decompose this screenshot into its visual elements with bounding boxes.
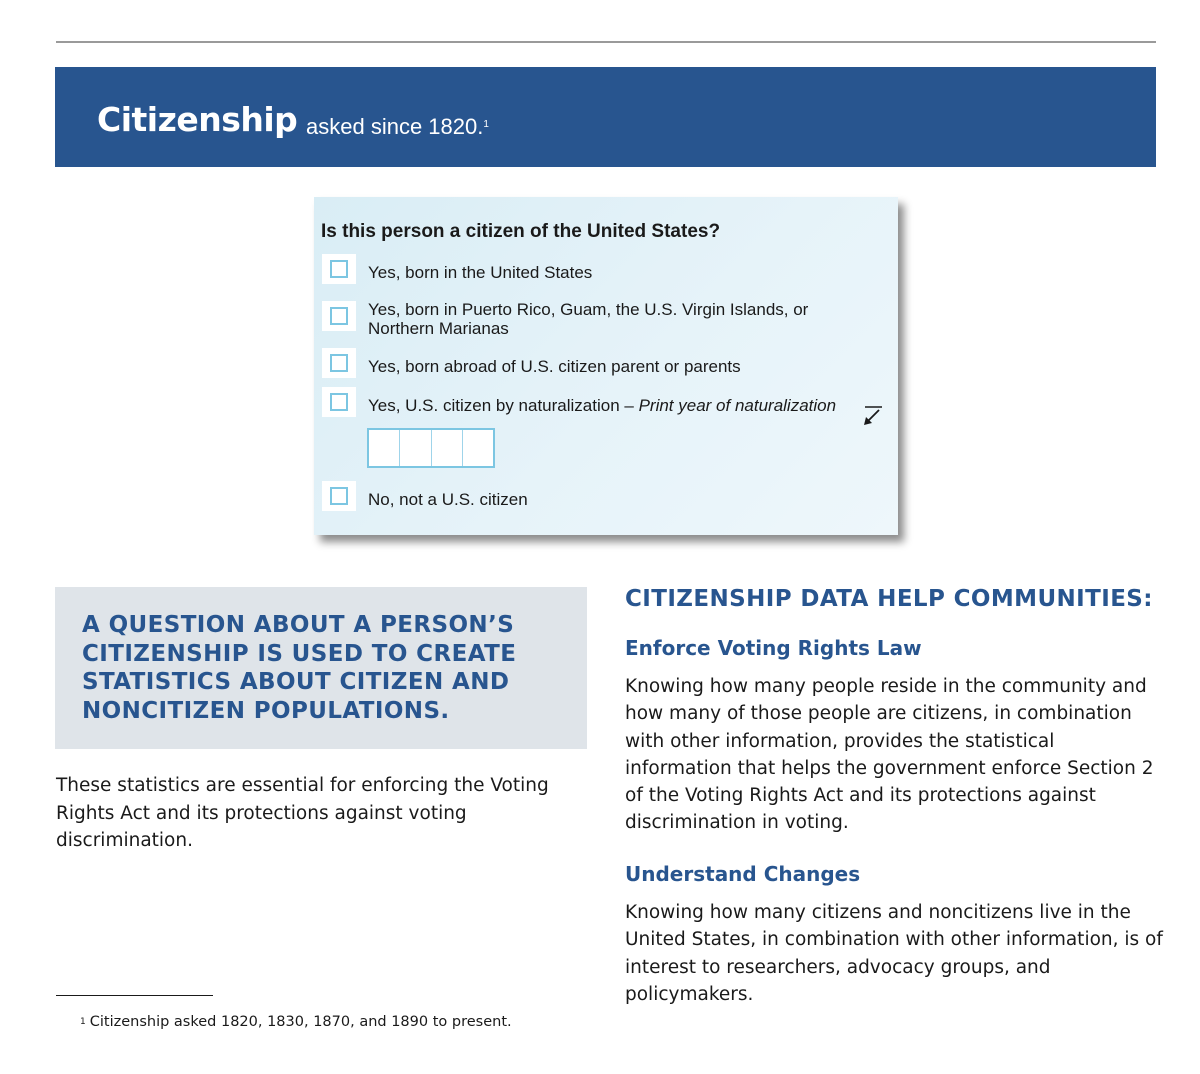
checkbox-wrap — [322, 348, 356, 378]
footnote-text: Citizenship asked 1820, 1830, 1870, and 1890 to present. — [89, 1014, 512, 1030]
footnote-mark: 1 — [80, 1017, 86, 1027]
checkbox-wrap — [322, 254, 356, 284]
checkbox-wrap — [322, 481, 356, 511]
banner-title: Citizenship — [97, 100, 298, 139]
left-body-text: These statistics are essential for enforcing the Voting Rights Act and its protections against voting discrimination. — [56, 775, 549, 851]
body-understand-changes: Knowing how many citizens and noncitizens live in the United States, in combination with other information, is of interest to researchers, advocacy groups, and policymakers. — [625, 902, 1163, 1005]
option-checkbox-not-citizen[interactable] — [330, 487, 348, 505]
subheading-understand-changes: Understand Changes — [625, 862, 861, 886]
option-checkbox-naturalized[interactable] — [330, 393, 348, 411]
right-heading: CITIZENSHIP DATA HELP COMMUNITIES: — [625, 586, 1153, 612]
footnote — [80, 1013, 512, 1031]
banner-subtitle — [306, 114, 489, 140]
question-text: Is this person a citizen of the United States? — [321, 221, 721, 242]
option-checkbox-born-us[interactable] — [330, 260, 348, 278]
option-label — [368, 396, 868, 415]
body-voting-rights: Knowing how many people reside in the community and how many of those people are citizens, in combination with other information, provides the statistical information that helps the government enforce Section 2 of the Voting Rights Act and its protections against discrimination in voting. — [625, 676, 1154, 834]
option-label-instruction: Print year of naturalization — [638, 396, 837, 415]
option-label: Yes, born in the United States — [368, 263, 593, 282]
banner-subtitle-text: asked since 1820. — [306, 114, 484, 139]
year-of-naturalization-input[interactable] — [367, 428, 495, 468]
year-digit-cell[interactable] — [369, 430, 400, 466]
option-checkbox-born-abroad[interactable] — [330, 354, 348, 372]
option-label-text: Yes, U.S. citizen by naturalization – — [368, 396, 639, 415]
arrow-down-left-icon — [862, 404, 884, 426]
subheading-voting-rights: Enforce Voting Rights Law — [625, 636, 922, 660]
option-checkbox-born-territory[interactable] — [330, 307, 348, 325]
questionnaire-card — [314, 197, 898, 535]
year-digit-cell[interactable] — [400, 430, 431, 466]
year-digit-cell[interactable] — [463, 430, 493, 466]
year-digit-cell[interactable] — [432, 430, 463, 466]
top-divider — [56, 41, 1156, 43]
option-label: Yes, born in Puerto Rico, Guam, the U.S. Virgin Islands, or Northern Marianas — [368, 300, 809, 338]
section-banner — [55, 67, 1156, 167]
banner-footnote-ref: 1 — [483, 119, 489, 130]
callout-box — [55, 587, 587, 749]
footnote-divider — [56, 995, 213, 996]
checkbox-wrap — [322, 387, 356, 417]
option-label: No, not a U.S. citizen — [368, 490, 528, 509]
option-label: Yes, born abroad of U.S. citizen parent or parents — [368, 357, 741, 376]
checkbox-wrap — [322, 301, 356, 331]
callout-text: A QUESTION ABOUT A PERSON’S CITIZENSHIP IS USED TO CREATE STATISTICS ABOUT CITIZEN AND NONCITIZEN POPULATIONS. — [82, 612, 517, 724]
